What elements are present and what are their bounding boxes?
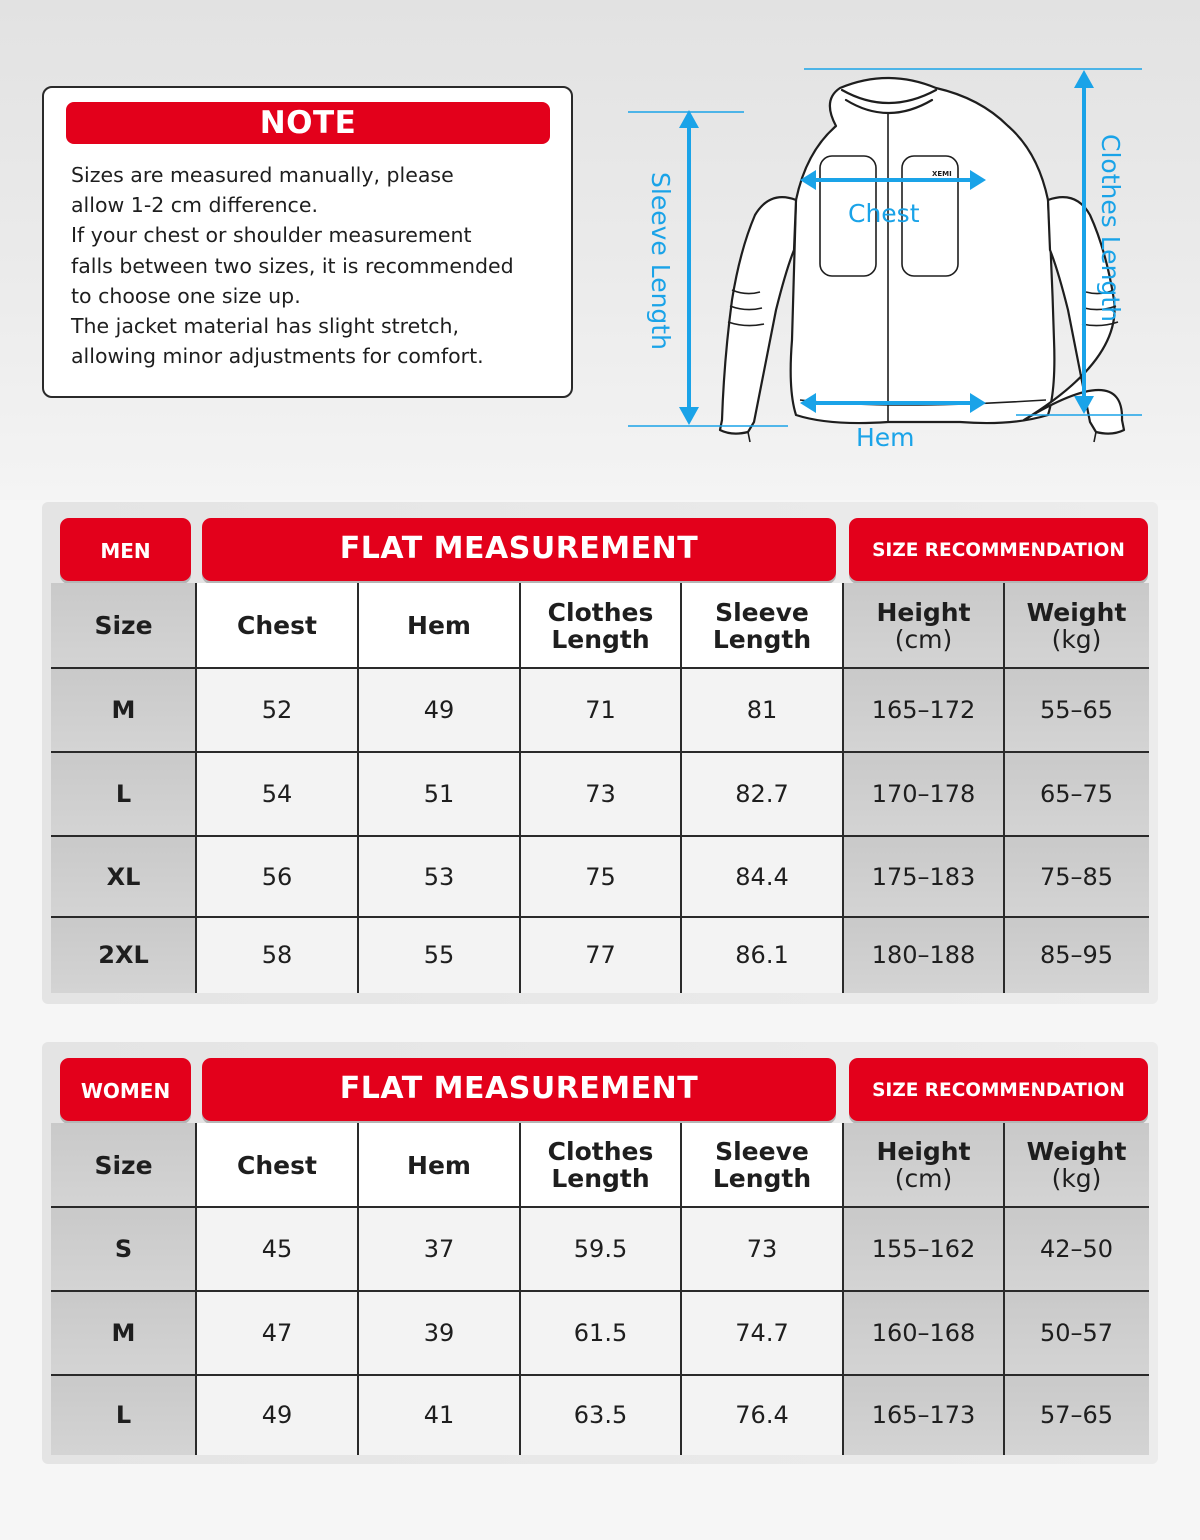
clothes-length-cell: 75 xyxy=(520,836,681,917)
header-unit: (cm) xyxy=(894,1164,953,1193)
note-line: Sizes are measured manually, please xyxy=(71,163,454,187)
jacket-left-sleeve xyxy=(720,197,796,433)
clothes-length-cell: 71 xyxy=(520,668,681,752)
clothes-length-cell: 77 xyxy=(520,917,681,993)
clothes-length-arrow-head-top xyxy=(1074,70,1094,88)
table-row xyxy=(51,836,1149,917)
col-clothes-length-header xyxy=(520,1123,681,1207)
women-size-recommendation-header: SIZE RECOMMENDATION xyxy=(849,1058,1148,1121)
col-height-header xyxy=(843,1123,1004,1207)
height-cell: 165–172 xyxy=(843,668,1004,752)
table-row xyxy=(51,668,1149,752)
col-sleeve-length-header xyxy=(681,583,843,668)
header-line: Clothes xyxy=(547,597,654,627)
header-line: Clothes xyxy=(547,1137,654,1166)
col-weight-header xyxy=(1004,1123,1149,1207)
table-header-row xyxy=(51,583,1149,668)
men-gender-header: MEN xyxy=(60,518,191,581)
note-box xyxy=(42,86,573,398)
col-hem-header: Hem xyxy=(358,583,520,668)
sleeve-length-cell: 82.7 xyxy=(681,752,843,836)
table-header-row xyxy=(51,1123,1149,1207)
women-size-table xyxy=(42,1042,1158,1464)
grid-line xyxy=(51,835,1149,837)
weight-cell: 42–50 xyxy=(1004,1207,1149,1291)
size-cell: L xyxy=(51,1375,196,1455)
header-line: Height xyxy=(876,597,971,627)
grid-line xyxy=(195,583,197,993)
women-gender-header: WOMEN xyxy=(60,1058,191,1121)
hem-label: Hem xyxy=(856,423,915,452)
note-text xyxy=(71,160,561,371)
size-cell: L xyxy=(51,752,196,836)
table-row xyxy=(51,917,1149,993)
chest-cell: 52 xyxy=(196,668,358,752)
grid-line xyxy=(842,1123,844,1455)
sleeve-length-cell: 81 xyxy=(681,668,843,752)
chest-cell: 47 xyxy=(196,1291,358,1375)
men-flat-measurement-header: FLAT MEASUREMENT xyxy=(202,518,836,581)
sleeve-length-cell: 74.7 xyxy=(681,1291,843,1375)
col-size-header: Size xyxy=(51,1123,196,1207)
sleeve-length-cell: 84.4 xyxy=(681,836,843,917)
header-unit: (kg) xyxy=(1051,1164,1102,1193)
weight-cell: 65–75 xyxy=(1004,752,1149,836)
header-unit: (kg) xyxy=(1051,624,1102,654)
grid-line xyxy=(51,751,1149,753)
height-cell: 160–168 xyxy=(843,1291,1004,1375)
jacket-diagram xyxy=(620,60,1180,460)
grid-line xyxy=(195,1123,197,1455)
brand-logo: XEMI xyxy=(932,170,952,178)
col-hem-header: Hem xyxy=(358,1123,520,1207)
size-cell: 2XL xyxy=(51,917,196,993)
chest-label: Chest xyxy=(848,199,920,228)
size-cell: M xyxy=(51,668,196,752)
chest-cell: 45 xyxy=(196,1207,358,1291)
header-unit: (cm) xyxy=(894,624,953,654)
clothes-length-cell: 61.5 xyxy=(520,1291,681,1375)
weight-cell: 85–95 xyxy=(1004,917,1149,993)
jacket-cuff-zips xyxy=(748,432,1096,442)
chest-cell: 54 xyxy=(196,752,358,836)
men-size-table xyxy=(42,502,1158,1004)
clothes-length-cell: 63.5 xyxy=(520,1375,681,1455)
col-chest-header: Chest xyxy=(196,583,358,668)
grid-line xyxy=(51,1206,1149,1208)
height-cell: 175–183 xyxy=(843,836,1004,917)
note-line: allowing minor adjustments for comfort. xyxy=(71,344,484,369)
table-row xyxy=(51,1207,1149,1291)
grid-line xyxy=(680,583,682,993)
col-weight-header xyxy=(1004,583,1149,668)
header-line: Length xyxy=(551,1164,650,1193)
women-flat-measurement-header: FLAT MEASUREMENT xyxy=(202,1058,836,1121)
grid-line xyxy=(357,583,359,993)
header-line: Length xyxy=(551,624,650,654)
hem-cell: 37 xyxy=(358,1207,520,1291)
size-cell: S xyxy=(51,1207,196,1291)
grid-line xyxy=(51,1374,1149,1376)
table-row xyxy=(51,1375,1149,1455)
size-cell: XL xyxy=(51,836,196,917)
col-size-header: Size xyxy=(51,583,196,668)
height-cell: 180–188 xyxy=(843,917,1004,993)
header-line: Weight xyxy=(1026,1137,1127,1166)
grid-line xyxy=(51,1290,1149,1292)
height-cell: 155–162 xyxy=(843,1207,1004,1291)
weight-cell: 55–65 xyxy=(1004,668,1149,752)
grid-line xyxy=(357,1123,359,1455)
size-cell: M xyxy=(51,1291,196,1375)
grid-line xyxy=(1003,583,1005,993)
hem-cell: 51 xyxy=(358,752,520,836)
header-line: Length xyxy=(712,624,812,654)
grid-line xyxy=(842,583,844,993)
hem-cell: 55 xyxy=(358,917,520,993)
sleeve-length-cell: 76.4 xyxy=(681,1375,843,1455)
note-title: NOTE xyxy=(66,102,550,144)
table-row xyxy=(51,752,1149,836)
height-cell: 170–178 xyxy=(843,752,1004,836)
grid-line xyxy=(1003,1123,1005,1455)
header-line: Sleeve xyxy=(715,597,809,627)
jacket-body xyxy=(791,78,1055,423)
grid-line xyxy=(519,583,521,993)
sleeve-arrow-head-bottom xyxy=(679,407,699,425)
note-line: falls between two sizes, it is recommended xyxy=(71,253,514,278)
grid-line xyxy=(51,667,1149,669)
grid-line xyxy=(519,1123,521,1455)
hem-cell: 49 xyxy=(358,668,520,752)
table-row xyxy=(51,1291,1149,1375)
grid-line xyxy=(680,1123,682,1455)
note-line: to choose one size up. xyxy=(71,283,301,308)
sleeve-length-cell: 86.1 xyxy=(681,917,843,993)
chest-cell: 58 xyxy=(196,917,358,993)
chest-cell: 56 xyxy=(196,836,358,917)
hem-cell: 39 xyxy=(358,1291,520,1375)
header-line: Sleeve xyxy=(715,1137,809,1166)
header-line: Length xyxy=(712,1164,812,1193)
col-height-header xyxy=(843,583,1004,668)
hem-cell: 41 xyxy=(358,1375,520,1455)
header-line: Weight xyxy=(1026,597,1127,627)
clothes-length-cell: 73 xyxy=(520,752,681,836)
note-line: If your chest or shoulder measurement xyxy=(71,223,472,248)
sleeve-length-label: Sleeve Length xyxy=(646,172,675,350)
sleeve-length-cell: 73 xyxy=(681,1207,843,1291)
chest-cell: 49 xyxy=(196,1375,358,1455)
height-cell: 165–173 xyxy=(843,1375,1004,1455)
col-chest-header: Chest xyxy=(196,1123,358,1207)
hem-cell: 53 xyxy=(358,836,520,917)
weight-cell: 57–65 xyxy=(1004,1375,1149,1455)
grid-line xyxy=(51,916,1149,918)
note-line: The jacket material has slight stretch, xyxy=(71,314,460,339)
weight-cell: 50–57 xyxy=(1004,1291,1149,1375)
header-line: Height xyxy=(876,1137,971,1166)
note-line: allow 1-2 cm difference. xyxy=(71,193,318,218)
col-clothes-length-header xyxy=(520,583,681,668)
weight-cell: 75–85 xyxy=(1004,836,1149,917)
clothes-length-label: Clothes Length xyxy=(1096,134,1125,322)
men-size-recommendation-header: SIZE RECOMMENDATION xyxy=(849,518,1148,581)
col-sleeve-length-header xyxy=(681,1123,843,1207)
clothes-length-cell: 59.5 xyxy=(520,1207,681,1291)
